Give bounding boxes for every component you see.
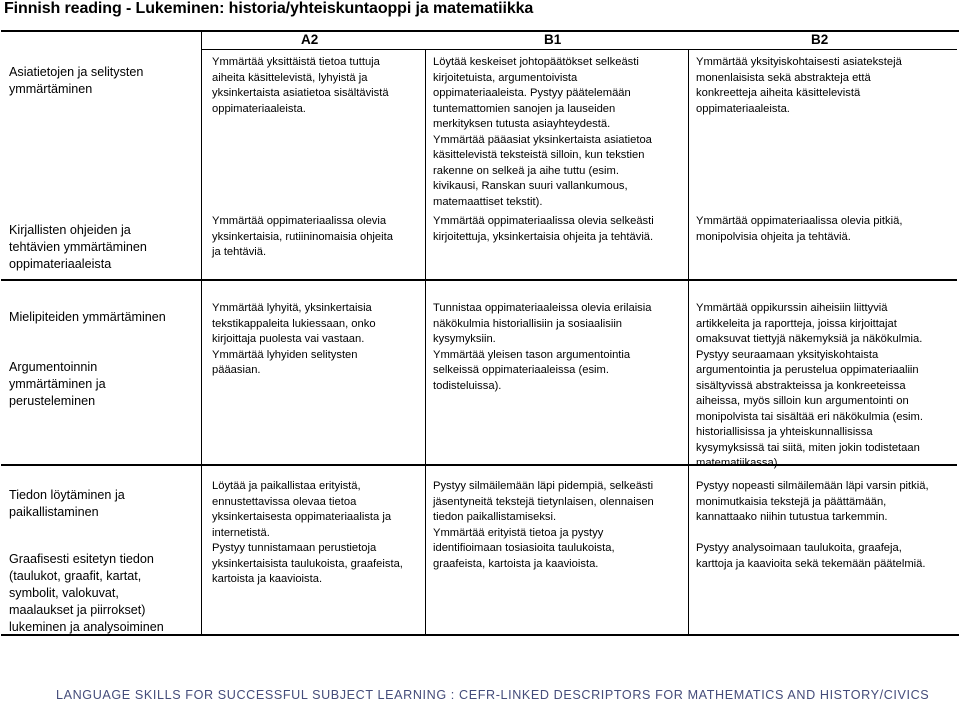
level-header-b1: B1 bbox=[544, 32, 562, 47]
cell-factual-b1: Löytää keskeiset johtopäätökset selkeästi kirjoitetuista, argumentoivista oppimateriaaleista. Pystyy päätelemään tuntemattomien sanojen ja lauseiden merkityksen tutusta asiayhteydestä. Ymmärtää pääasiat yksinkertaista asiatietoa käsittelevistä teksteistä silloin, kun tekstien rakenne on selkeä ja aihe tuttu (esim. kivikausi, Ranskan suuri vallankumous, matemaattiset tekstit). bbox=[433, 56, 652, 208]
column-divider-label bbox=[201, 32, 202, 634]
row-label-argumentation: Argumentoinnin ymmärtäminen ja perusteleminen bbox=[9, 360, 106, 408]
header-divider bbox=[201, 49, 957, 50]
row-label-opinions: Mielipiteiden ymmärtäminen bbox=[9, 310, 166, 324]
cell-argumentation-b1: Tunnistaa oppimateriaaleissa olevia erilaisia näkökulmia historiallisiin ja sosiaalisiin kysymyksiin. Ymmärtää yleisen tason argumentointia selkeissä oppimateriaaleissa (esim. todisteluissa). bbox=[433, 302, 652, 392]
cell-finding-b1: Pystyy silmäilemään läpi pidempiä, selkeästi jäsentyneitä tekstejä tietynlaisen, olennaisen tiedon paikallistamiseksi. Ymmärtää erityistä tietoa ja pystyy identifioimaan tosiasioita taulukoista, graafeista, kartoista ja kaavioista. bbox=[433, 480, 654, 570]
row-label-graphic-info: Graafisesti esitetyn tiedon (taulukot, graafit, kartat, symbolit, valokuvat, maalaukset ja piirrokset) lukeminen ja analysoiminen bbox=[9, 552, 164, 634]
cell-instructions-b2: Ymmärtää oppimateriaalissa olevia pitkiä, monipolvisia ohjeita ja tehtäviä. bbox=[696, 215, 903, 243]
column-divider-a2 bbox=[425, 49, 426, 634]
cell-argumentation-a2: Ymmärtää lyhyitä, yksinkertaisia tekstikappaleita lukiessaan, onko kirjoittaja puolesta vai vastaan. Ymmärtää lyhyiden selitysten pääasian. bbox=[212, 302, 376, 376]
level-header-b2: B2 bbox=[811, 32, 829, 47]
descriptor-table bbox=[1, 30, 959, 636]
row-label-factual-texts: Asiatietojen ja selitysten ymmärtäminen bbox=[9, 65, 144, 96]
cell-finding-a2: Löytää ja paikallistaa erityistä, ennustettavissa olevaa tietoa yksinkertaisesta oppimateriaalista ja internetistä. Pystyy tunnistamaan perustietoja yksinkertaisista taulukoista, graafeista, kartoista ja kaavioista. bbox=[212, 480, 403, 585]
page-footer: LANGUAGE SKILLS FOR SUCCESSFUL SUBJECT LEARNING : CEFR-LINKED DESCRIPTORS FOR MATHEMATICS AND HISTORY/CIVICS bbox=[56, 688, 930, 702]
section-divider-1 bbox=[1, 279, 957, 281]
cell-factual-b2: Ymmärtää yksityiskohtaisesti asiatekstejä monenlaisista sekä abstrakteja että konkreetteja aiheita käsittelevistä oppimateriaaleista. bbox=[696, 56, 902, 115]
column-divider-b1 bbox=[688, 49, 689, 634]
cell-argumentation-b2: Ymmärtää oppikurssin aiheisiin liittyviä artikkeleita ja raportteja, joissa kirjoittajat omaksuvat tiettyjä näkemyksiä ja näkökulmia. Pystyy seuraamaan yksityiskohtaista argumentointia ja perustelua oppimateriaaliin sisältyvissä abstrakteissa ja konkreeteissa aiheissa, myös silloin kun argumentointi on monipolvista tai sisältää eri näkökulmia (esim. historiallisissa ja yhteiskunnallisissa kysymyksissä tai siitä, miten jokin todistetaan matematiikassa). bbox=[696, 302, 923, 469]
cell-factual-a2: Ymmärtää yksittäistä tietoa tuttuja aiheita käsittelevistä, lyhyistä ja yksinkertaista asiatietoa sisältävistä oppimateriaaleista. bbox=[212, 56, 389, 115]
row-label-instructions: Kirjallisten ohjeiden ja tehtävien ymmärtäminen oppimateriaaleista bbox=[9, 223, 147, 271]
cell-instructions-b1: Ymmärtää oppimateriaalissa olevia selkeästi kirjoitettuja, yksinkertaisia ohjeita ja tehtäviä. bbox=[433, 215, 654, 243]
cell-instructions-a2: Ymmärtää oppimateriaalissa olevia yksinkertaisia, rutiininomaisia ohjeita ja tehtäviä. bbox=[212, 215, 393, 258]
level-header-a2: A2 bbox=[301, 32, 319, 47]
cell-finding-b2: Pystyy nopeasti silmäilemään läpi varsin pitkiä, monimutkaisia tekstejä ja päättämään, kannattaako niihin tutustua tarkemmin. Pystyy analysoimaan taulukoita, graafeja, karttoja ja kaavioita sekä tekemään päätelmiä. bbox=[696, 480, 929, 570]
page-title: Finnish reading - Lukeminen: historia/yhteiskuntaoppi ja matematiikka bbox=[4, 0, 534, 17]
row-label-finding-info: Tiedon löytäminen ja paikallistaminen bbox=[9, 488, 125, 519]
